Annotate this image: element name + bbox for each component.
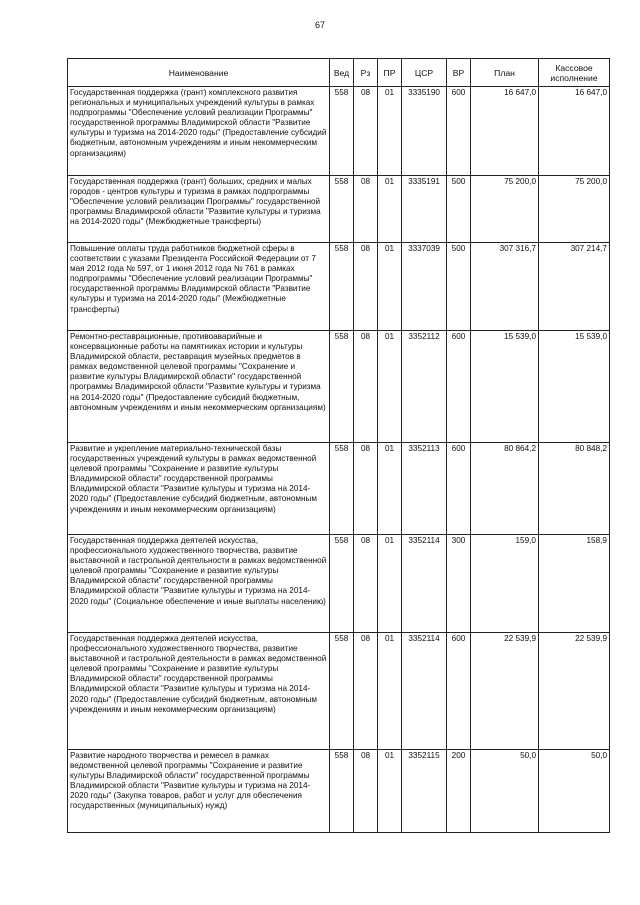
row-rz: 08 <box>354 443 378 535</box>
row-pr: 01 <box>378 87 402 176</box>
header-name: Наименование <box>68 59 330 87</box>
row-vr: 600 <box>447 331 471 443</box>
row-plan: 16 647,0 <box>471 87 539 176</box>
row-cash: 16 647,0 <box>539 87 610 176</box>
table-row <box>68 633 610 750</box>
row-name: Развитие народного творчества и ремесел в рамках ведомственной целевой программы "Сохранение и развитие культуры Владимирской области" государственной программы Владимирской области "Развитие культуры и туризма на 2014-2020 годы" (Закупка товаров, работ и услуг для обеспечения государственных (муниципальных) нужд) <box>68 750 330 833</box>
row-pr: 01 <box>378 750 402 833</box>
table-row <box>68 243 610 331</box>
header-vr: ВР <box>447 59 471 87</box>
row-csr: 3337039 <box>402 243 447 331</box>
page-number: 67 <box>314 20 325 30</box>
row-plan: 307 316,7 <box>471 243 539 331</box>
table-row <box>68 176 610 243</box>
row-ved: 558 <box>330 331 354 443</box>
row-name: Ремонтно-реставрационные, противоаварийные и консервационные работы на памятниках истории и культуры Владимирской области, реставрация музейных предметов в рамках ведомственной целевой программы "Сохранение и развитие культуры Владимирской области" государственной программы Владимирской области "Развитие культуры и туризма на 2014-2020 годы" (Предоставление субсидий бюджетным, автономным учреждениям и иным некоммерческим организациям) <box>68 331 330 443</box>
table-row <box>68 535 610 633</box>
row-ved: 558 <box>330 633 354 750</box>
row-plan: 75 200,0 <box>471 176 539 243</box>
row-ved: 558 <box>330 750 354 833</box>
row-ved: 558 <box>330 535 354 633</box>
row-rz: 08 <box>354 535 378 633</box>
row-name: Государственная поддержка (грант) больших, средних и малых городов - центров культуры и туризма в рамках подпрограммы "Обеспечение условий реализации Программы" государственной программы Владимирской области "Развитие культуры и туризма на 2014-2020 годы" (Межбюджетные трансферты) <box>68 176 330 243</box>
row-rz: 08 <box>354 87 378 176</box>
row-cash: 75 200,0 <box>539 176 610 243</box>
header-ved: Вед <box>330 59 354 87</box>
row-vr: 500 <box>447 176 471 243</box>
header-pr: ПР <box>378 59 402 87</box>
budget-table <box>67 58 610 833</box>
row-name: Государственная поддержка (грант) комплексного развития региональных и муниципальных учреждений культуры в рамках подпрограммы "Обеспечение условий реализации Программы" государственной программы Владимирской области "Развитие культуры и туризма на 2014-2020 годы" (Предоставление субсидий бюджетным, автономным учреждениям и иным некоммерческим организациям) <box>68 87 330 176</box>
table-header-row <box>68 59 610 87</box>
row-vr: 200 <box>447 750 471 833</box>
row-cash: 22 539,9 <box>539 633 610 750</box>
row-cash: 50,0 <box>539 750 610 833</box>
row-csr: 3352113 <box>402 443 447 535</box>
row-plan: 15 539,0 <box>471 331 539 443</box>
row-pr: 01 <box>378 243 402 331</box>
header-csr: ЦСР <box>402 59 447 87</box>
row-cash: 158,9 <box>539 535 610 633</box>
row-csr: 3352112 <box>402 331 447 443</box>
header-cash-execution: Кассовое исполнение <box>539 59 610 87</box>
row-plan: 80 864,2 <box>471 443 539 535</box>
row-vr: 600 <box>447 633 471 750</box>
header-plan: План <box>471 59 539 87</box>
row-vr: 500 <box>447 243 471 331</box>
row-pr: 01 <box>378 535 402 633</box>
row-csr: 3335190 <box>402 87 447 176</box>
header-rz: Рз <box>354 59 378 87</box>
row-csr: 3352114 <box>402 633 447 750</box>
row-name: Развитие и укрепление материально-технической базы государственных учреждений культуры в рамках ведомственной целевой программы "Сохранение и развитие культуры Владимирской области" государственной программы Владимирской области "Развитие культуры и туризма на 2014-2020 годы" (Предоставление субсидий бюджетным, автономным учреждениям и иным некоммерческим организациям) <box>68 443 330 535</box>
row-ved: 558 <box>330 176 354 243</box>
row-plan: 50,0 <box>471 750 539 833</box>
row-pr: 01 <box>378 633 402 750</box>
table-row <box>68 750 610 833</box>
row-cash: 307 214,7 <box>539 243 610 331</box>
row-cash: 80 848,2 <box>539 443 610 535</box>
row-vr: 600 <box>447 443 471 535</box>
row-csr: 3335191 <box>402 176 447 243</box>
row-plan: 159,0 <box>471 535 539 633</box>
row-ved: 558 <box>330 443 354 535</box>
row-rz: 08 <box>354 243 378 331</box>
row-pr: 01 <box>378 443 402 535</box>
table-row <box>68 331 610 443</box>
row-rz: 08 <box>354 176 378 243</box>
row-plan: 22 539,9 <box>471 633 539 750</box>
row-pr: 01 <box>378 331 402 443</box>
row-vr: 300 <box>447 535 471 633</box>
row-cash: 15 539,0 <box>539 331 610 443</box>
row-vr: 600 <box>447 87 471 176</box>
row-csr: 3352115 <box>402 750 447 833</box>
row-name: Повышение оплаты труда работников бюджетной сферы в соответствии с указами Президента Российской Федерации от 7 мая 2012 года № 597, от 1 июня 2012 года № 761 в рамках подпрограммы "Обеспечение условий реализации Программы" государственной программы Владимирской области "Развитие культуры и туризма на 2014-2020 годы" (Межбюджетные трансферты) <box>68 243 330 331</box>
row-rz: 08 <box>354 331 378 443</box>
row-ved: 558 <box>330 87 354 176</box>
row-ved: 558 <box>330 243 354 331</box>
table-row <box>68 87 610 176</box>
row-name: Государственная поддержка деятелей искусства, профессионального художественного творчества, развитие выставочной и гастрольной деятельности в рамках ведомственной целевой программы "Сохранение и развитие культуры Владимирской области" государственной программы Владимирской области "Развитие культуры и туризма на 2014-2020 годы" (Предоставление субсидий бюджетным, автономным учреждениям и иным некоммерческим организациям) <box>68 633 330 750</box>
table-row <box>68 443 610 535</box>
row-rz: 08 <box>354 633 378 750</box>
row-name: Государственная поддержка деятелей искусства, профессионального художественного творчества, развитие выставочной и гастрольной деятельности в рамках ведомственной целевой программы "Сохранение и развитие культуры Владимирской области" государственной программы Владимирской области "Развитие культуры и туризма на 2014-2020 годы" (Социальное обеспечение и иные выплаты населению) <box>68 535 330 633</box>
row-pr: 01 <box>378 176 402 243</box>
row-rz: 08 <box>354 750 378 833</box>
row-csr: 3352114 <box>402 535 447 633</box>
